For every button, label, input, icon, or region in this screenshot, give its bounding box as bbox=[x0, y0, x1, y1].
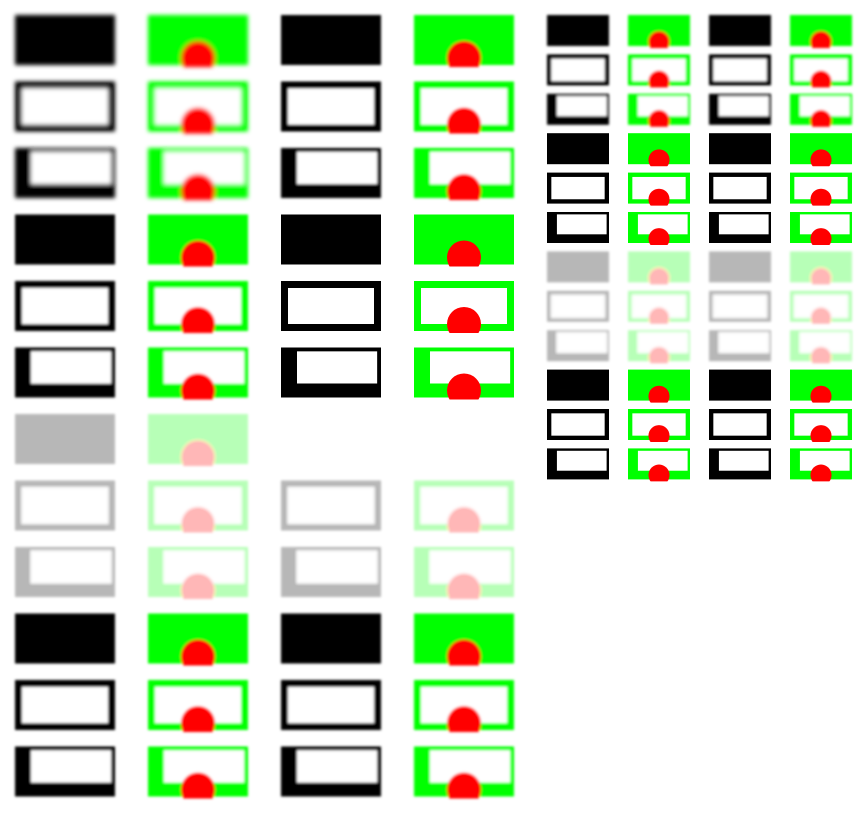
tile-frame-black bbox=[709, 54, 771, 85]
tile-solid-black bbox=[709, 133, 771, 164]
tile-solid-green-red-dot bbox=[414, 15, 514, 75]
tile-frame-green-red-dot bbox=[148, 481, 248, 541]
tile-offset-frame-green-red-dot bbox=[628, 212, 690, 249]
tile-frame-black bbox=[547, 173, 609, 204]
tile-offset-frame-green-red-dot bbox=[148, 348, 248, 408]
tile-solid-green-red-dot bbox=[790, 133, 852, 170]
tile-solid-black bbox=[709, 251, 771, 282]
tile-offset-frame-green-red-dot bbox=[148, 547, 248, 607]
tile-frame-green-red-dot bbox=[628, 173, 690, 210]
tile-frame-green-red-dot bbox=[414, 481, 514, 541]
tile-solid-green-red-dot bbox=[148, 414, 248, 474]
tile-solid-green-red-dot bbox=[148, 15, 248, 75]
tile-frame-black bbox=[15, 82, 115, 132]
tile-frame-black bbox=[281, 481, 381, 531]
tile-solid-black bbox=[547, 15, 609, 46]
tile-solid-black bbox=[547, 370, 609, 401]
tile-offset-frame-black bbox=[281, 148, 381, 198]
tile-frame-green-red-dot bbox=[790, 173, 852, 210]
tile-solid-black bbox=[15, 414, 115, 464]
tile-offset-frame-green-red-dot bbox=[628, 330, 690, 367]
tile-frame-green-red-dot bbox=[414, 82, 514, 142]
tile-solid-black bbox=[15, 15, 115, 65]
tile-offset-frame-black bbox=[281, 348, 381, 398]
tile-offset-frame-green-red-dot bbox=[790, 212, 852, 249]
tile-offset-frame-black bbox=[709, 330, 771, 361]
tile-solid-black bbox=[281, 614, 381, 664]
tile-frame-black bbox=[15, 680, 115, 730]
tile-frame-green-red-dot bbox=[628, 54, 690, 91]
tile-frame-black bbox=[281, 281, 381, 331]
tile-offset-frame-black bbox=[15, 148, 115, 198]
tile-frame-green-red-dot bbox=[148, 680, 248, 740]
tile-offset-frame-green-red-dot bbox=[790, 94, 852, 131]
tile-solid-green-red-dot bbox=[414, 215, 514, 275]
tile-solid-black bbox=[281, 215, 381, 265]
tile-frame-green-red-dot bbox=[414, 281, 514, 341]
tile-frame-green-red-dot bbox=[148, 281, 248, 341]
tile-offset-frame-green-red-dot bbox=[414, 747, 514, 807]
tile-offset-frame-black bbox=[547, 448, 609, 479]
tile-offset-frame-black bbox=[15, 747, 115, 797]
tile-solid-black bbox=[15, 614, 115, 664]
tile-frame-black bbox=[281, 680, 381, 730]
tile-solid-green-red-dot bbox=[628, 133, 690, 170]
tile-solid-green-red-dot bbox=[628, 251, 690, 288]
tile-offset-frame-black bbox=[547, 212, 609, 243]
tile-offset-frame-black bbox=[15, 547, 115, 597]
tile-offset-frame-green-red-dot bbox=[628, 94, 690, 131]
tile-solid-black bbox=[281, 15, 381, 65]
tile-offset-frame-black bbox=[709, 212, 771, 243]
tile-solid-green-red-dot bbox=[414, 614, 514, 674]
tile-frame-black bbox=[281, 82, 381, 132]
tile-frame-black bbox=[15, 481, 115, 531]
tile-offset-frame-black bbox=[281, 747, 381, 797]
tile-solid-black bbox=[547, 133, 609, 164]
tile-offset-frame-green-red-dot bbox=[628, 448, 690, 485]
tile-frame-black bbox=[15, 281, 115, 331]
tile-offset-frame-black bbox=[281, 547, 381, 597]
tile-solid-black bbox=[709, 15, 771, 46]
tile-solid-green-red-dot bbox=[628, 370, 690, 407]
tile-frame-black bbox=[709, 409, 771, 440]
tile-frame-black bbox=[709, 291, 771, 322]
tile-offset-frame-green-red-dot bbox=[414, 148, 514, 208]
tile-frame-green-red-dot bbox=[148, 82, 248, 142]
tile-frame-black bbox=[547, 409, 609, 440]
tile-offset-frame-black bbox=[709, 94, 771, 125]
tile-solid-green-red-dot bbox=[148, 215, 248, 275]
tile-frame-green-red-dot bbox=[628, 291, 690, 328]
tile-solid-black bbox=[547, 251, 609, 282]
tile-offset-frame-green-red-dot bbox=[148, 148, 248, 208]
tile-frame-green-red-dot bbox=[790, 54, 852, 91]
tile-frame-green-red-dot bbox=[790, 409, 852, 446]
tile-offset-frame-green-red-dot bbox=[790, 448, 852, 485]
tile-offset-frame-black bbox=[547, 330, 609, 361]
tile-frame-black bbox=[709, 173, 771, 204]
tile-frame-black bbox=[547, 291, 609, 322]
tile-offset-frame-green-red-dot bbox=[790, 330, 852, 367]
tile-solid-green-red-dot bbox=[790, 370, 852, 407]
tile-frame-green-red-dot bbox=[790, 291, 852, 328]
tile-offset-frame-green-red-dot bbox=[148, 747, 248, 807]
tile-offset-frame-black bbox=[547, 94, 609, 125]
tile-offset-frame-green-red-dot bbox=[414, 547, 514, 607]
tile-solid-green-red-dot bbox=[790, 15, 852, 52]
tile-solid-green-red-dot bbox=[790, 251, 852, 288]
tile-offset-frame-green-red-dot bbox=[414, 348, 514, 408]
tile-offset-frame-black bbox=[15, 348, 115, 398]
tile-solid-black bbox=[15, 215, 115, 265]
tile-offset-frame-black bbox=[709, 448, 771, 479]
tile-frame-black bbox=[547, 54, 609, 85]
tile-frame-green-red-dot bbox=[414, 680, 514, 740]
tile-solid-black bbox=[709, 370, 771, 401]
tile-frame-green-red-dot bbox=[628, 409, 690, 446]
tile-solid-green-red-dot bbox=[628, 15, 690, 52]
tile-solid-green-red-dot bbox=[148, 614, 248, 674]
